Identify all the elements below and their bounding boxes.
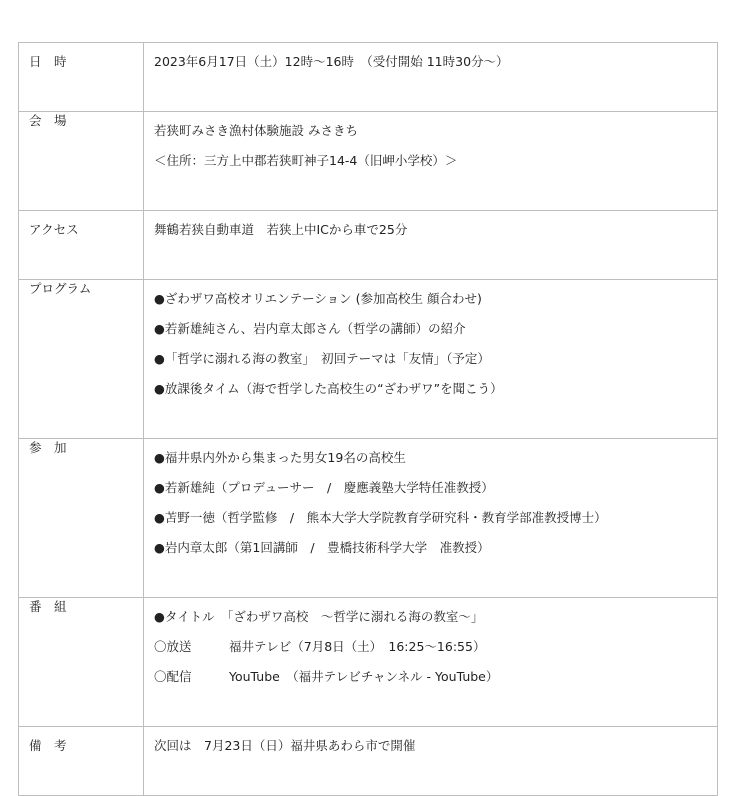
broadcast-stream: 〇配信 YouTube （福井テレビチャンネル - YouTube）: [154, 669, 499, 684]
row-value: [144, 43, 718, 112]
access-text: 舞鶴若狭自動車道 若狭上中ICから車で25分: [154, 222, 408, 237]
row-venue: [19, 112, 718, 211]
row-value: [144, 112, 718, 211]
row-value: [144, 211, 718, 280]
row-value: [144, 280, 718, 439]
row-label: 参 加: [19, 439, 144, 598]
row-notes: [19, 727, 718, 796]
participant-item: ●若新雄純（プロデューサー / 慶應義塾大学特任准教授）: [154, 480, 494, 495]
row-value: [144, 439, 718, 598]
participant-item: ●苫野一徳（哲学監修 / 熊本大学大学院教育学研究科・教育学部准教授博士）: [154, 510, 607, 525]
row-value: [144, 598, 718, 727]
broadcast-title: ●タイトル 「ざわザワ高校 〜哲学に溺れる海の教室〜」: [154, 609, 484, 624]
participant-item: ●岩内章太郎（第1回講師 / 豊橋技術科学大学 准教授）: [154, 540, 490, 555]
broadcast-tv: 〇放送 福井テレビ（7月8日（土） 16:25〜16:55）: [154, 639, 486, 654]
row-label: アクセス: [19, 211, 144, 280]
row-label: 日 時: [19, 43, 144, 112]
program-item: ●放課後タイム（海で哲学した高校生の“ざわザワ”を聞こう）: [154, 381, 503, 396]
row-value: [144, 727, 718, 796]
program-item: ●ざわザワ高校オリエンテーション (参加高校生 顔合わせ): [154, 291, 482, 306]
venue-address: ＜住所：三方上中郡若狭町神子14-4（旧岬小学校）＞: [154, 153, 458, 168]
program-item: ●若新雄純さん、岩内章太郎さん（哲学の講師）の紹介: [154, 321, 466, 336]
datetime-text: 2023年6月17日（土）12時〜16時 （受付開始 11時30分〜）: [154, 54, 509, 69]
venue-name: 若狭町みさき漁村体験施設 みさきち: [154, 123, 358, 138]
participant-item: ●福井県内外から集まった男女19名の高校生: [154, 450, 406, 465]
row-datetime: [19, 43, 718, 112]
row-participants: [19, 439, 718, 598]
row-label: プログラム: [19, 280, 144, 439]
row-label: 番 組: [19, 598, 144, 727]
program-item: ●「哲学に溺れる海の教室」 初回テーマは「友情」（予定）: [154, 351, 490, 366]
row-access: [19, 211, 718, 280]
event-info-table: [18, 42, 718, 796]
row-program: [19, 280, 718, 439]
notes-text: 次回は 7月23日（日）福井県あわら市で開催: [154, 738, 416, 753]
row-broadcast: [19, 598, 718, 727]
row-label: 会 場: [19, 112, 144, 211]
row-label: 備 考: [19, 727, 144, 796]
